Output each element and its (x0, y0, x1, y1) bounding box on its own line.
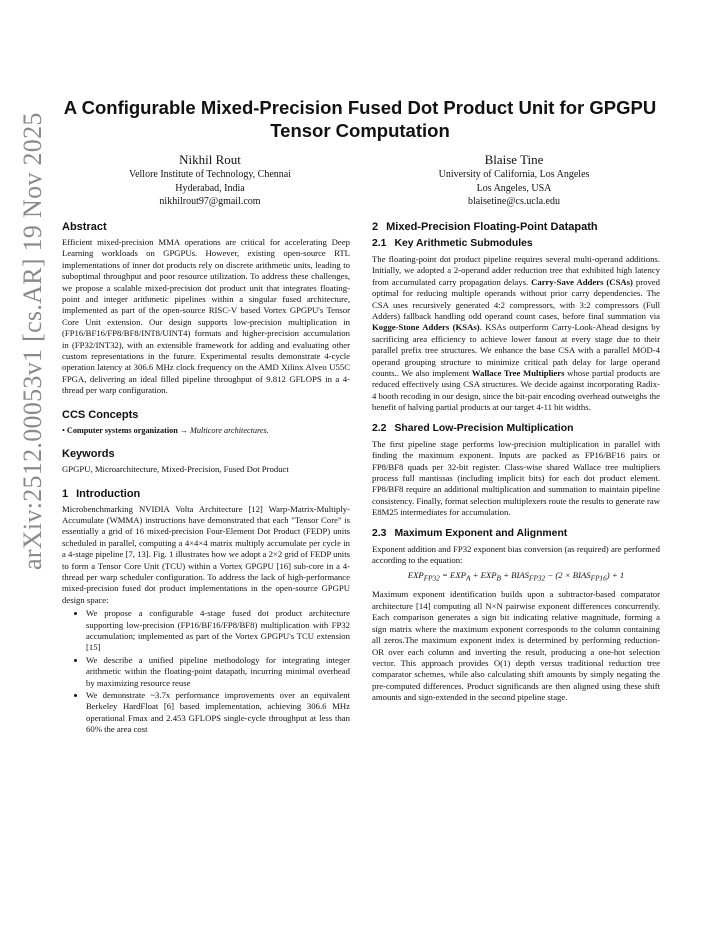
author-email: blaisetine@cs.ucla.edu (468, 196, 560, 207)
ccs-heading: CCS Concepts (62, 408, 139, 421)
section22-heading: 2.2 Shared Low-Precision Multiplication (372, 422, 574, 434)
arxiv-stamp: arXiv:2512.00053v1 [cs.AR] 19 Nov 2025 (18, 112, 47, 570)
intro-heading: 1 Introduction (62, 487, 141, 500)
paper-title: A Configurable Mixed-Precision Fused Dot Product Unit for GPGPU Tensor Computation (63, 97, 657, 141)
author-block-2 (364, 152, 664, 209)
right-column (372, 220, 660, 704)
keywords-heading: Keywords (62, 448, 115, 461)
list-item: • We demonstrate ~3.7x performance improvements over an equivalent Berkeley HardFloat [6] based implementation, achieving 306.6 MHz operational Fmax and 2.453 GFLOPS single-cycle throughput at less than 60% the area cost (86, 690, 350, 736)
section22-text: The first pipeline stage performs low-precision multiplication in parallel with finding the maximum exponent. Inputs are packed as FP16/BF16 pairs or FP8/BF8 quads per 32-bit register. Class-wise shared Wallace tree multipliers process full mantissas (including implicit bits) for each dot product element. FP8/BF8 require an additional multiplication and summation to maintain pipeline consistency. Finally, format selection multiplexers route the results to generate raw E8M25 intermediates for accumulation. (372, 438, 660, 518)
author-email: nikhilrout97@gmail.com (159, 196, 261, 207)
section21-text: The floating-point dot product pipeline requires several multi-operand additions. Initially, we adopted a 2-operand adder reduction tree that exhibited high latency from accumulated carry propagation delays. Carry-Save Adders (CSAs) proved optimal for reducing multiple operands without prior carry dependencies. The CSA uses recursively generated 4:2 compressors, with 3:2 compressors (Full Adders) fallback handling odd operand count cases, before final summation via Kogge-Stone Adders (KSAs). KSAs outperform Carry-Look-Ahead designs by sacrificing area efficiency to achieve lower fanout at every stage due to their parallel prefix tree structures. We enhance the base CSA with a parallel MOD-4 operand grouping structure to minimize critical path delay for large operand counts.. We also implement Wallace Tree Multipliers whose partial products are reduced effectively using CSA structures. We decide against incorporating Radix-4 booth recoding in our design, since the bit-pair encoding overhead outweighs the benefit of halving partial products at our target 4-11 bit widths. (372, 254, 660, 413)
section2-heading: 2 Mixed-Precision Floating-Point Datapath (372, 221, 598, 233)
author-affiliation: Vellore Institute of Technology, Chennai (128, 169, 292, 180)
author-affiliation: University of California, Los Angeles (438, 169, 590, 180)
exponent-equation: $EXP_{FP32} = EXP_A + EXP_B$ + $BIAS_{FP32} - (2$ × $BIAS_{FP16}) + 1$ (407, 570, 625, 584)
left-column (62, 220, 350, 737)
abstract-text: Efficient mixed-precision MMA operations are critical for accelerating Deep Learning workloads on GPGPUs. However, existing open-source RTL implementations of inner dot products rely on discrete arithmetic units, leading to suboptimal throughput and poor resource utilization. To address these challenges, we propose a scalable mixed-precision dot product unit that integrates floating-point and integer arithmetic pipelines within a singular fused architecture, implemented as part of the open-source RISC-V based Vortex GPGPU's Tensor Core Unit extension. Our design supports low-precision multiplication in (FP16/BF16/FP8/BF8/INT8/UINT4) formats and higher-precision accumulation in (FP32/INT32), with an extensible framework for adding and evaluating other custom representations in the future. Experimental results demonstrate 4-cycle operation latency at 306.6 MHz clock frequency on the AMD Xilinx Alveo U55C FPGA, delivering an ideal filled pipeline throughput of 9.812 GFLOPS in a 4-thread per warp configuration. (62, 237, 350, 396)
author-location: Hyderabad, India (175, 182, 245, 194)
author-name: Nikhil Rout (179, 152, 241, 167)
section23-text: Exponent addition and FP32 exponent bias conversion (as required) are performed according to the equation: (372, 543, 660, 565)
list-item: • We describe a unified pipeline methodology for integrating integer arithmetic within the floating-point datapath, incurring minimal overhead by maximizing resource reuse (86, 655, 350, 689)
author-block-1 (60, 152, 360, 209)
contribution-list (62, 608, 350, 735)
ccs-text: • Computer systems organization → Multicore architectures. (62, 425, 269, 435)
section23-text-2: Maximum exponent identification builds upon a subtractor-based comparator architecture [14] computing all N×N pairwise exponent differences concurrently. Each comparison generates a sign bit indicating relative magnitude, forming a sign matrix where the maximum exponent corresponds to the column containing all zeros.The maximum exponent index is determined by performing reduction-OR over each column and inverting the result, producing a one-hot selection vector. This approach provides O(1) depth versus traditional reduction tree comparator schemes, while also calculating shift amounts by simply negating the pre-computed differences. Product significands are then aligned using these shift amounts and sign-extended in the second pipeline stage. (372, 589, 660, 703)
section21-heading: 2.1 Key Arithmetic Submodules (372, 238, 533, 249)
keywords-text: GPGPU, Microarchitecture, Mixed-Precision, Fused Dot Product (62, 464, 289, 475)
abstract-heading: Abstract (62, 221, 107, 233)
author-name: Blaise Tine (484, 152, 544, 167)
list-item: • We propose a configurable 4-stage fused dot product architecture supporting low-precision (FP16/BF16/FP8/BF8) multiplication with FP32 accumulation; implemented as part of the Vortex GPGPU's TCU extension [15] (86, 608, 350, 654)
intro-text: Microbenchmarking NVIDIA Volta Architecture [12] Warp-Matrix-Multiply-Accumulate (WMMA) instructions have demonstrated that each "Tensor Core" is essentially a grid of 16 mixed-precision Four-Element Dot Product (FEDP) units scheduled in parallel, computing a 4×4×4 matrix multiply accumulate per cycle in a 4-stage pipeline [7, 13]. Fig. 1 illustrates how we adopt a 2×2 grid of FEDP units to form a Tensor Core Unit (TCU) within a Vortex GPGPU [16] sub-core in a 4-thread per warp scheduler configuration. To address the lack of high-performance mixed-precision fused dot product implementations in the open-source GPGPU design space: (62, 503, 350, 605)
section23-heading: 2.3 Maximum Exponent and Alignment (372, 527, 568, 539)
author-location: Los Angeles, USA (476, 182, 552, 194)
